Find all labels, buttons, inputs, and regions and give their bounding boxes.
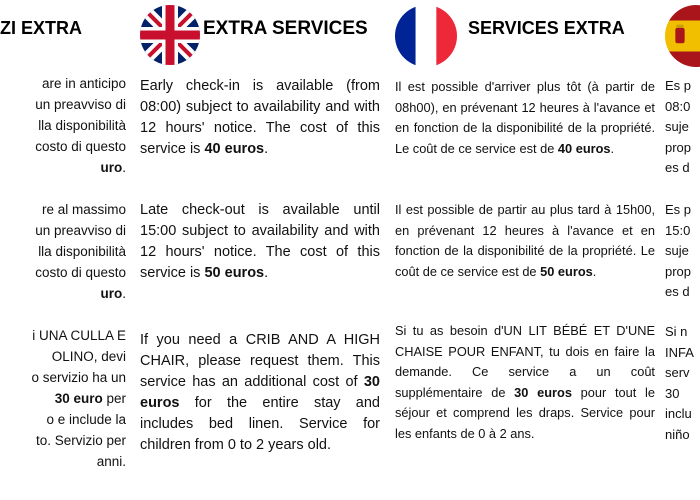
spanish-early-checkin-text: Es p 08:0 suje prop es d [665,78,692,175]
italian-column [0,0,126,500]
spanish-crib-text: Si n INFA serv 30 inclu niño [665,324,694,442]
italian-crib-text: i UNA CULLA E OLINO, devi o servizio ha un 30 euro per o e include la to. Servizio per anni. [31,328,126,469]
french-heading: SERVICES EXTRA [468,18,625,38]
italian-early-checkin-text: are in anticipo un preavviso di lla disponibilità costo di questo uro. [35,76,126,175]
spain-flag-icon [665,5,700,67]
french-early-checkin-text: Il est possible d'arriver plus tôt (à partir de 08h00), en prévenant 12 heures à l'avance et en fonction de la disponibilité de la propriété. Le coût de ce service est de 40 euros. [395,79,655,156]
english-heading: EXTRA SERVICES [203,18,368,39]
spanish-late-checkout-text: Es p 15:0 suje prop es d [665,202,692,299]
spanish-column [665,0,700,500]
english-column [140,0,380,500]
france-flag-icon [395,5,457,67]
italian-late-checkout-text: re al massimo un preavviso di lla disponibilità costo di questo uro. [35,202,126,301]
english-crib-text: If you need a CRIB AND A HIGH CHAIR, please request them. This service has an additional cost of 30 euros for the entire stay and includes bed linen. Service for children from 0 to 2 years old. [140,332,380,453]
french-late-checkout-text: Il est possible de partir au plus tard à 15h00, en prévenant 12 heures à l'avance et en fonction de la disponibilité de la propriété. Le coût de ce service est de 50 euros. [395,202,655,279]
italian-heading: ZI EXTRA [0,18,83,38]
french-column [395,0,655,500]
english-early-checkin-text: Early check-in is available (from 08:00) subject to availability and with 12 hours' notice. The cost of this service is 40 euros. [140,78,380,157]
french-crib-text: Si tu as besoin d'UN LIT BÉBÉ ET D'UNE CHAISE POUR ENFANT, tu dois en faire la demande. Ce service a un coût supplémentaire de 30 euros pour tout le séjour et comprend les draps. Service pour les enfants de 0 à 2 ans. [395,323,655,441]
english-late-checkout-text: Late check-out is available until 15:00 subject to availability and with 12 hours' notice. The cost of this service is 50 euros. [140,202,380,281]
uk-flag-icon [140,5,200,65]
